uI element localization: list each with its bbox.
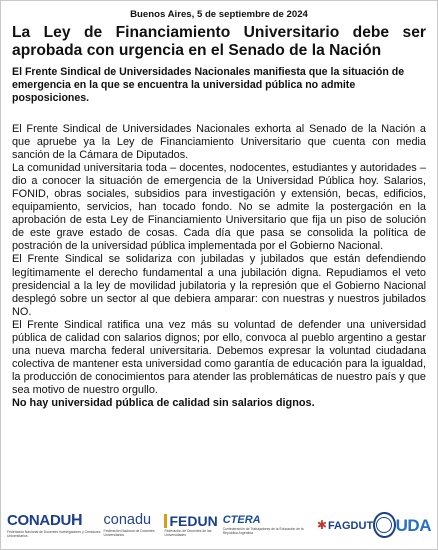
closing-statement: No hay universidad pública de calidad sin salarios dignos. <box>12 396 315 409</box>
seal-inner-ring <box>376 517 392 533</box>
ctera-logo: CTERA Confederación de Trabajadores de la Educación de la República Argentina <box>222 514 304 535</box>
conadu-logo: conadu Federación Nacional de Docentes Universitarios <box>103 512 155 537</box>
body-paragraph: El Frente Sindical se solidariza con jubiladas y jubilados que están defendiendo legítimamente el derecho fundamental a una jubilación digna. Repudiamos el veto presidencial a la ley de movilidad jubilatoria y la represión que el Gobierno Nacional desplegó sobre un sector al que debiera amparar: con nuestras y nuestros jubilados NO. <box>12 253 426 318</box>
fagdut-logo: ✱FAGDUT <box>316 517 374 532</box>
conaduh-logo: CONADUH Federación Nacional de Docentes Investigadores y Creadores Universitarios <box>7 511 101 538</box>
headline: La Ley de Financiamiento Universitario debe ser aprobada con urgencia en el Senado de la Nación <box>12 24 426 59</box>
lead-paragraph: El Frente Sindical de Universidades Nacionales manifiesta que la situación de emergencia en la que se encuentra la universidad pública no admite posposiciones. <box>12 66 405 105</box>
dateline: Buenos Aires, 5 de septiembre de 2024 <box>130 9 308 20</box>
body-paragraph: La comunidad universitaria toda – docentes, nodocentes, estudiantes y autoridades – dio a conocer la situación de emergencia de la Universidad Pública hoy. Salarios, FONID, obras sociales, subsidios para investigación y extensión, becas, edificios, equipamiento, servicios, han tocado fondo. No se admite la postergación en la aprobación de esta Ley de Financiamiento Universitario que fija un piso de solución de este grave estado de cosas. Cada día que pasa se consolida la política de postración de la universidad pública implementada por el Gobierno Nacional. <box>12 162 426 253</box>
union-logos-strip <box>7 506 431 544</box>
body-paragraph: El Frente Sindical ratifica una vez más su voluntad de defender una universidad pública de calidad con salarios dignos; por ello, convoca al pueblo argentino a gestar una nueva marcha federal universitaria. Debemos expresar la voluntad ciudadana colectiva de mantener esta universidad como garantía de educación para la igualdad, la producción de conocimientos para atender las problemáticas de nuestro país y que sea motivo de nuestro orgullo. <box>12 318 426 396</box>
seal-logo <box>373 512 395 538</box>
star-icon: ✱ <box>316 517 327 532</box>
uda-logo: UDA <box>395 515 431 535</box>
fedun-logo: FEDUN Federación de Docentes de las Universidades <box>164 512 218 537</box>
body-text <box>12 123 426 410</box>
body-paragraph: El Frente Sindical de Universidades Nacionales exhorta al Senado de la Nación a que apruebe ya la Ley de Financiamiento Universitario que cuenta con media sanción de la Cámara de Diputados. <box>12 123 426 162</box>
